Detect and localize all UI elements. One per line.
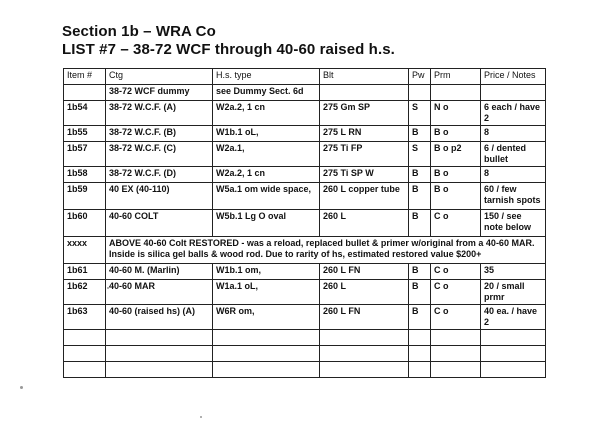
cell-empty <box>409 330 431 346</box>
cell-prm: C o <box>431 264 481 280</box>
cell-blt: 275 Ti SP W <box>320 167 409 183</box>
cell-item: 1b58 <box>64 167 106 183</box>
cell-pw: B <box>409 183 431 210</box>
cell-blt: 260 L FN <box>320 305 409 330</box>
cell-hs-type: W2a.2, 1 cn <box>213 101 320 126</box>
cell-pw: B <box>409 210 431 237</box>
table-header-row <box>64 69 546 85</box>
table-row <box>64 101 546 126</box>
cell-pw: B <box>409 126 431 142</box>
cell-empty <box>106 362 213 378</box>
cell-item: 1b60 <box>64 210 106 237</box>
cell-empty <box>106 346 213 362</box>
cell-empty <box>64 346 106 362</box>
col-header-item: Item # <box>64 69 106 85</box>
cell-empty <box>481 330 546 346</box>
cell-empty <box>213 346 320 362</box>
table-row <box>64 85 546 101</box>
cell-blt: 275 Ti FP <box>320 142 409 167</box>
cell-pw: B <box>409 305 431 330</box>
cell-ctg: 38-72 W.C.F. (D) <box>106 167 213 183</box>
cell-prm: B o <box>431 167 481 183</box>
cell-item: 1b63 <box>64 305 106 330</box>
cell-price-notes: 20 / small prmr <box>481 280 546 305</box>
section-title: Section 1b – WRA Co <box>62 23 216 40</box>
cell-hs-type: W1b.1 om, <box>213 264 320 280</box>
cell-item: 1b61 <box>64 264 106 280</box>
blank-row <box>64 362 546 378</box>
cell-empty <box>481 362 546 378</box>
scan-speck <box>200 416 202 418</box>
cell-hs-type: W2a.1, <box>213 142 320 167</box>
cell-hs-type: W5a.1 om wide space, <box>213 183 320 210</box>
cell-empty <box>106 330 213 346</box>
cell-price-notes: 8 <box>481 167 546 183</box>
note-row <box>64 237 546 264</box>
cell-blt: 260 L <box>320 280 409 305</box>
col-header-hs-type: H.s. type <box>213 69 320 85</box>
cell-blt <box>320 85 409 101</box>
table-row <box>64 210 546 237</box>
cell-item: 1b54 <box>64 101 106 126</box>
inventory-table <box>63 68 546 378</box>
cell-ctg: 38-72 W.C.F. (A) <box>106 101 213 126</box>
cell-item: 1b59 <box>64 183 106 210</box>
cell-item <box>64 85 106 101</box>
cell-ctg: 40-60 M. (Marlin) <box>106 264 213 280</box>
col-header-price-notes: Price / Notes <box>481 69 546 85</box>
cell-blt: 260 L <box>320 210 409 237</box>
table-row <box>64 280 546 305</box>
cell-pw: B <box>409 167 431 183</box>
cell-empty <box>213 362 320 378</box>
cell-prm: N o <box>431 101 481 126</box>
cell-price-notes: 150 / see note below <box>481 210 546 237</box>
cell-price-notes <box>481 85 546 101</box>
col-header-prm: Prm <box>431 69 481 85</box>
cell-empty <box>431 346 481 362</box>
cell-pw <box>409 85 431 101</box>
note-text: ABOVE 40-60 Colt RESTORED - was a reload, replaced bullet & primer w/original from a 40-60 MAR. Inside is silica gel balls & wood rod. Due to rarity of hs, estimated restored value $200+ <box>106 237 546 264</box>
cell-empty <box>213 330 320 346</box>
cell-ctg: 38-72 W.C.F. (C) <box>106 142 213 167</box>
blank-row <box>64 346 546 362</box>
note-item: xxxx <box>64 237 106 264</box>
cell-empty <box>409 362 431 378</box>
cell-item: 1b55 <box>64 126 106 142</box>
scan-speck <box>20 386 23 389</box>
cell-prm: B o <box>431 126 481 142</box>
cell-pw: S <box>409 142 431 167</box>
cell-hs-type: W6R om, <box>213 305 320 330</box>
cell-empty <box>64 330 106 346</box>
cell-prm: C o <box>431 305 481 330</box>
cell-item: 1b62 <box>64 280 106 305</box>
cell-prm: B o <box>431 183 481 210</box>
cell-pw: B <box>409 264 431 280</box>
cell-empty <box>320 330 409 346</box>
cell-ctg: 38-72 W.C.F. (B) <box>106 126 213 142</box>
cell-price-notes: 35 <box>481 264 546 280</box>
table-row <box>64 305 546 330</box>
table-row <box>64 167 546 183</box>
blank-row <box>64 330 546 346</box>
cell-price-notes: 6 each / have 2 <box>481 101 546 126</box>
list-title: LIST #7 – 38-72 WCF through 40-60 raised h.s. <box>62 41 395 58</box>
cell-blt: 275 Gm SP <box>320 101 409 126</box>
cell-prm: C o <box>431 280 481 305</box>
cell-empty <box>320 346 409 362</box>
cell-empty <box>481 346 546 362</box>
cell-empty <box>64 362 106 378</box>
col-header-pw: Pw <box>409 69 431 85</box>
cell-hs-type: see Dummy Sect. 6d <box>213 85 320 101</box>
cell-prm <box>431 85 481 101</box>
cell-empty <box>431 330 481 346</box>
cell-price-notes: 40 ea. / have 2 <box>481 305 546 330</box>
cell-hs-type: W1a.1 oL, <box>213 280 320 305</box>
col-header-blt: Blt <box>320 69 409 85</box>
cell-hs-type: W2a.2, 1 cn <box>213 167 320 183</box>
cell-blt: 260 L copper tube <box>320 183 409 210</box>
table-row <box>64 183 546 210</box>
table-row <box>64 264 546 280</box>
cell-prm: C o <box>431 210 481 237</box>
cell-ctg: 38-72 WCF dummy <box>106 85 213 101</box>
cell-hs-type: W5b.1 Lg O oval <box>213 210 320 237</box>
cell-ctg: 40 EX (40-110) <box>106 183 213 210</box>
cell-empty <box>431 362 481 378</box>
cell-pw: B <box>409 280 431 305</box>
cell-ctg: 40-60 COLT <box>106 210 213 237</box>
cell-hs-type: W1b.1 oL, <box>213 126 320 142</box>
cell-price-notes: 60 / few tarnish spots <box>481 183 546 210</box>
table-row <box>64 126 546 142</box>
cell-ctg: 40-60 MAR <box>106 280 213 305</box>
cell-empty <box>320 362 409 378</box>
cell-blt: 275 L RN <box>320 126 409 142</box>
cell-pw: S <box>409 101 431 126</box>
cell-prm: B o p2 <box>431 142 481 167</box>
cell-item: 1b57 <box>64 142 106 167</box>
cell-empty <box>409 346 431 362</box>
table-row <box>64 142 546 167</box>
cell-price-notes: 6 / dented bullet <box>481 142 546 167</box>
scan-speck <box>107 287 109 289</box>
cell-ctg: 40-60 (raised hs) (A) <box>106 305 213 330</box>
cell-price-notes: 8 <box>481 126 546 142</box>
cell-blt: 260 L FN <box>320 264 409 280</box>
col-header-ctg: Ctg <box>106 69 213 85</box>
